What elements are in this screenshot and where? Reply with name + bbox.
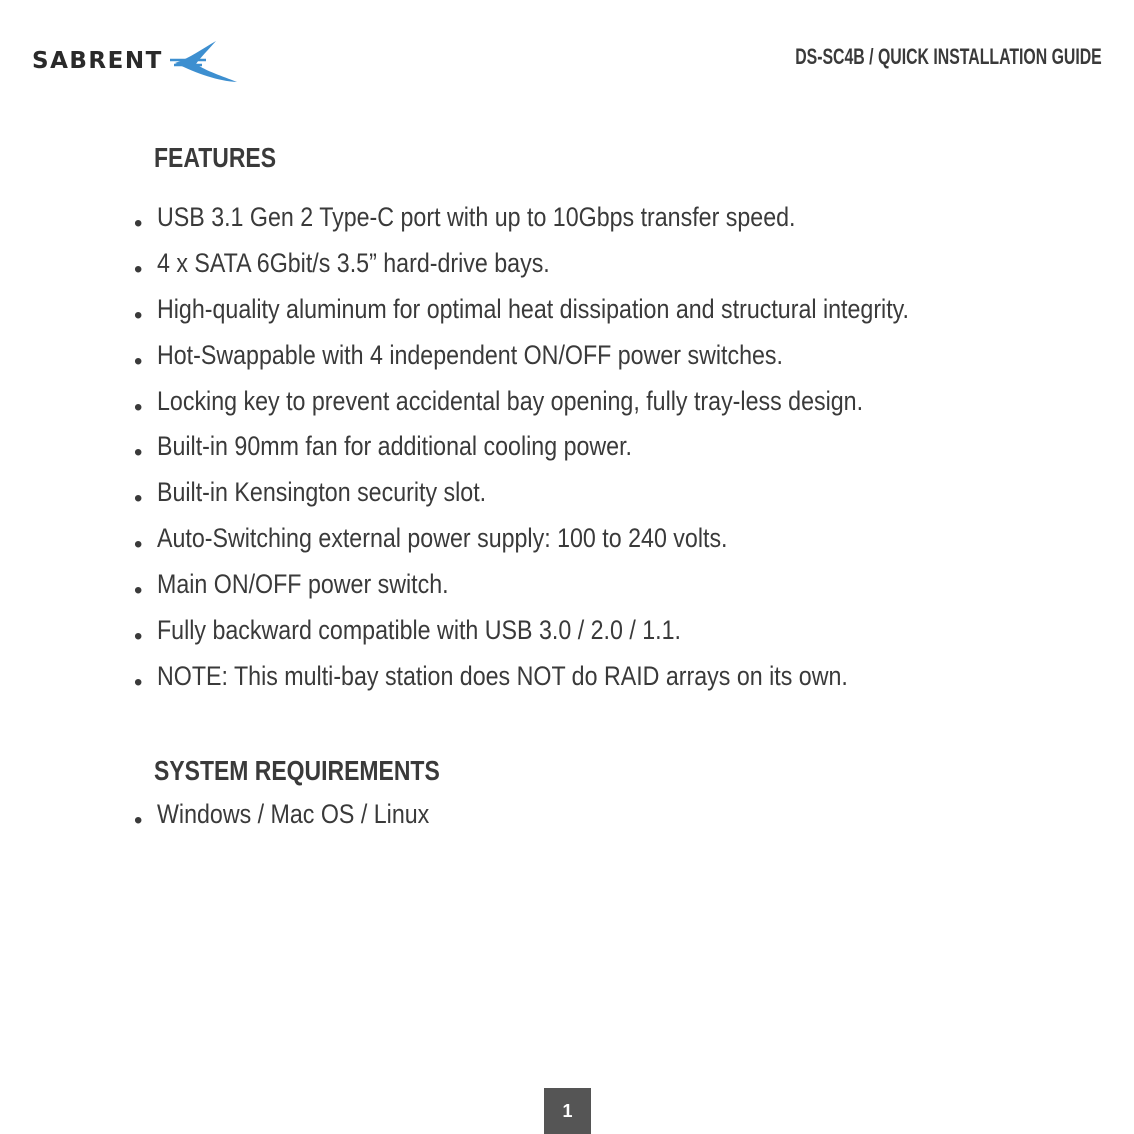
bullet-icon: •: [134, 210, 143, 237]
bullet-icon: •: [134, 439, 143, 467]
system-requirements-heading: SYSTEM REQUIREMENTS: [154, 755, 440, 786]
bullet-icon: •: [134, 301, 143, 329]
bullet-icon: •: [134, 577, 143, 605]
page-number-badge: [544, 1088, 591, 1134]
bullet-icon: •: [134, 807, 143, 834]
feature-text: 4 x SATA 6Gbit/s 3.5” hard-drive bays.: [157, 247, 550, 278]
feature-text: Auto-Switching external power supply: 100 to 240 volts.: [157, 523, 728, 554]
brand-wordmark: SABRENT: [32, 48, 163, 74]
requirement-text: Windows / Mac OS / Linux: [157, 799, 430, 829]
bullet-icon: •: [134, 393, 143, 421]
sabrent-logo: [30, 36, 240, 88]
bullet-icon: •: [134, 531, 143, 559]
feature-text: Built-in Kensington security slot.: [157, 477, 487, 508]
feature-text: Hot-Swappable with 4 independent ON/OFF power switches.: [157, 339, 783, 370]
feature-text: NOTE: This multi-bay station does NOT do RAID arrays on its own.: [157, 660, 848, 691]
feature-text: Fully backward compatible with USB 3.0 / 2.0 / 1.1.: [157, 615, 681, 646]
bullet-icon: •: [134, 668, 143, 696]
bullet-icon: •: [134, 347, 143, 375]
feature-text: Main ON/OFF power switch.: [157, 569, 449, 600]
bullet-icon: •: [134, 485, 143, 513]
features-heading: FEATURES: [154, 142, 277, 173]
feature-text: High-quality aluminum for optimal heat dissipation and structural integrity.: [157, 293, 910, 324]
swoosh-logo-icon: [30, 36, 240, 88]
page-number: 1: [562, 1100, 573, 1121]
feature-text: Built-in 90mm fan for additional cooling power.: [157, 431, 632, 462]
feature-text: USB 3.1 Gen 2 Type-C port with up to 10Gbps transfer speed.: [157, 202, 796, 232]
document-title: DS-SC4B / QUICK INSTALLATION GUIDE: [795, 44, 1102, 69]
bullet-icon: •: [134, 255, 143, 283]
feature-text: Locking key to prevent accidental bay opening, fully tray-less design.: [157, 385, 864, 416]
bullet-icon: •: [134, 623, 143, 651]
